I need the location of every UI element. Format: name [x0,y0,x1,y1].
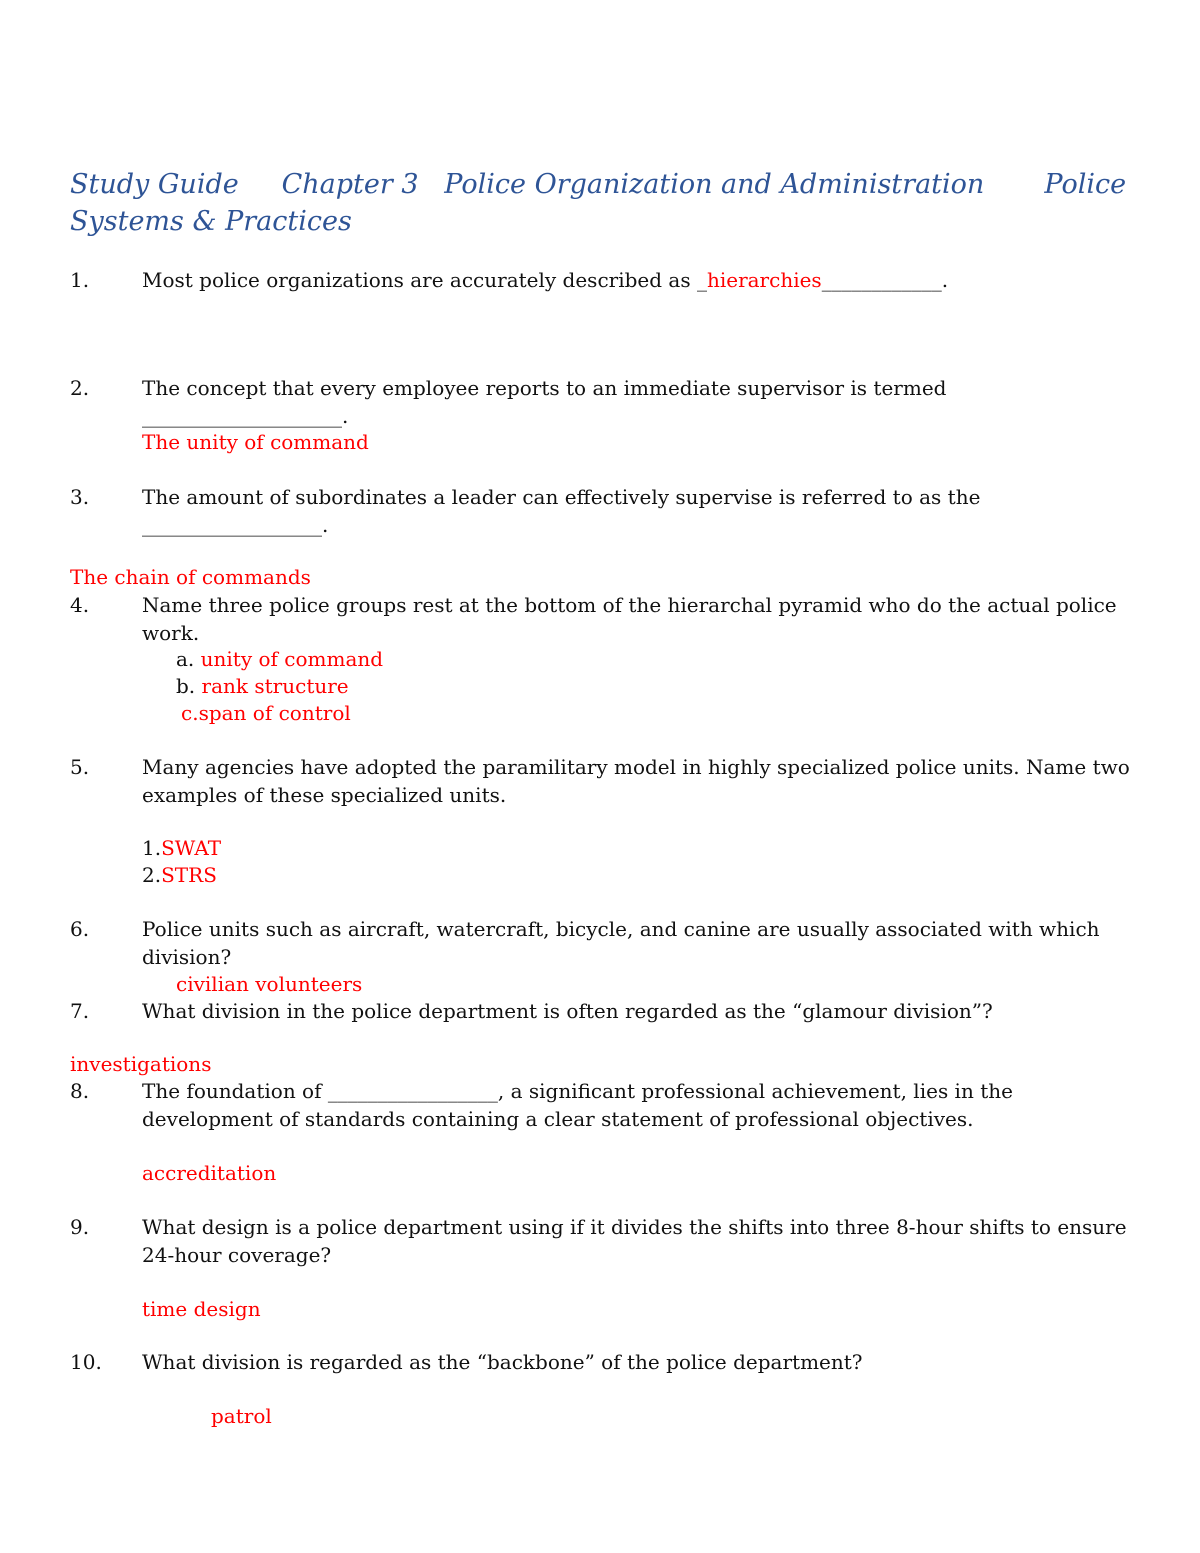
list-marker: c. [181,701,199,725]
question-text: Many agencies have adopted the paramilitary model in highly specialized police units. Name two examples of these specialized units. [142,755,1130,807]
list-item [176,672,349,700]
question-text: What division is regarded as the “backbone” of the police department? [142,1350,863,1374]
question-number: 4. [70,593,90,617]
answer-text: civilian volunteers [176,972,363,996]
answer-text: investigations [70,1052,212,1076]
question-text: The concept that every employee reports to an immediate supervisor is termed ____________________. [142,376,947,428]
question-text: What design is a police department using if it divides the shifts into three 8-hour shifts to ensure 24-hour coverage? [142,1215,1127,1267]
list-marker: b. [176,674,196,698]
question-number: 9. [70,1215,90,1239]
answer-text: span of control [198,701,351,725]
page-title: Study Guide Chapter 3 Police Organization and Administration Police Systems & Practices [70,169,1135,237]
answer-text: accreditation [142,1161,277,1185]
question-text: The amount of subordinates a leader can effectively supervise is referred to as the __________________. [142,485,981,537]
answer-text: patrol [211,1404,272,1428]
question-number: 6. [70,917,90,941]
answer-text: STRS [161,863,217,887]
answer-text: The unity of command [142,430,369,454]
answer-text: hierarchies [706,268,822,292]
list-item [181,699,351,727]
question-text-after: ____________. [821,268,949,292]
list-item [142,834,221,862]
question-number: 2. [70,376,90,400]
question-text: The foundation of _________________, a significant professional achievement, lies in the development of standards containing a clear statement of professional objectives. [142,1079,1013,1131]
list-marker: 1. [142,836,162,860]
list-item [176,645,383,673]
list-marker: 2. [142,863,162,887]
question-number: 8. [70,1079,90,1103]
question-number: 7. [70,999,90,1023]
question-number: 5. [70,755,90,779]
question-number: 10. [70,1350,102,1374]
answer-text: time design [142,1297,261,1321]
question-number: 1. [70,268,90,292]
list-marker: a. [176,647,195,671]
list-item [142,861,217,889]
answer-text: unity of command [200,647,384,671]
question-text [142,266,1132,294]
question-text-before: Most police organizations are accurately described as _ [142,268,707,292]
answer-text: The chain of commands [70,565,311,589]
question-text: What division in the police department is often regarded as the “glamour division”? [142,999,993,1023]
question-text: Police units such as aircraft, watercraft, bicycle, and canine are usually associated with which division? [142,917,1100,969]
answer-text: SWAT [161,836,222,860]
answer-text: rank structure [201,674,349,698]
question-number: 3. [70,485,90,509]
question-text: Name three police groups rest at the bottom of the hierarchal pyramid who do the actual police work. [142,593,1117,645]
